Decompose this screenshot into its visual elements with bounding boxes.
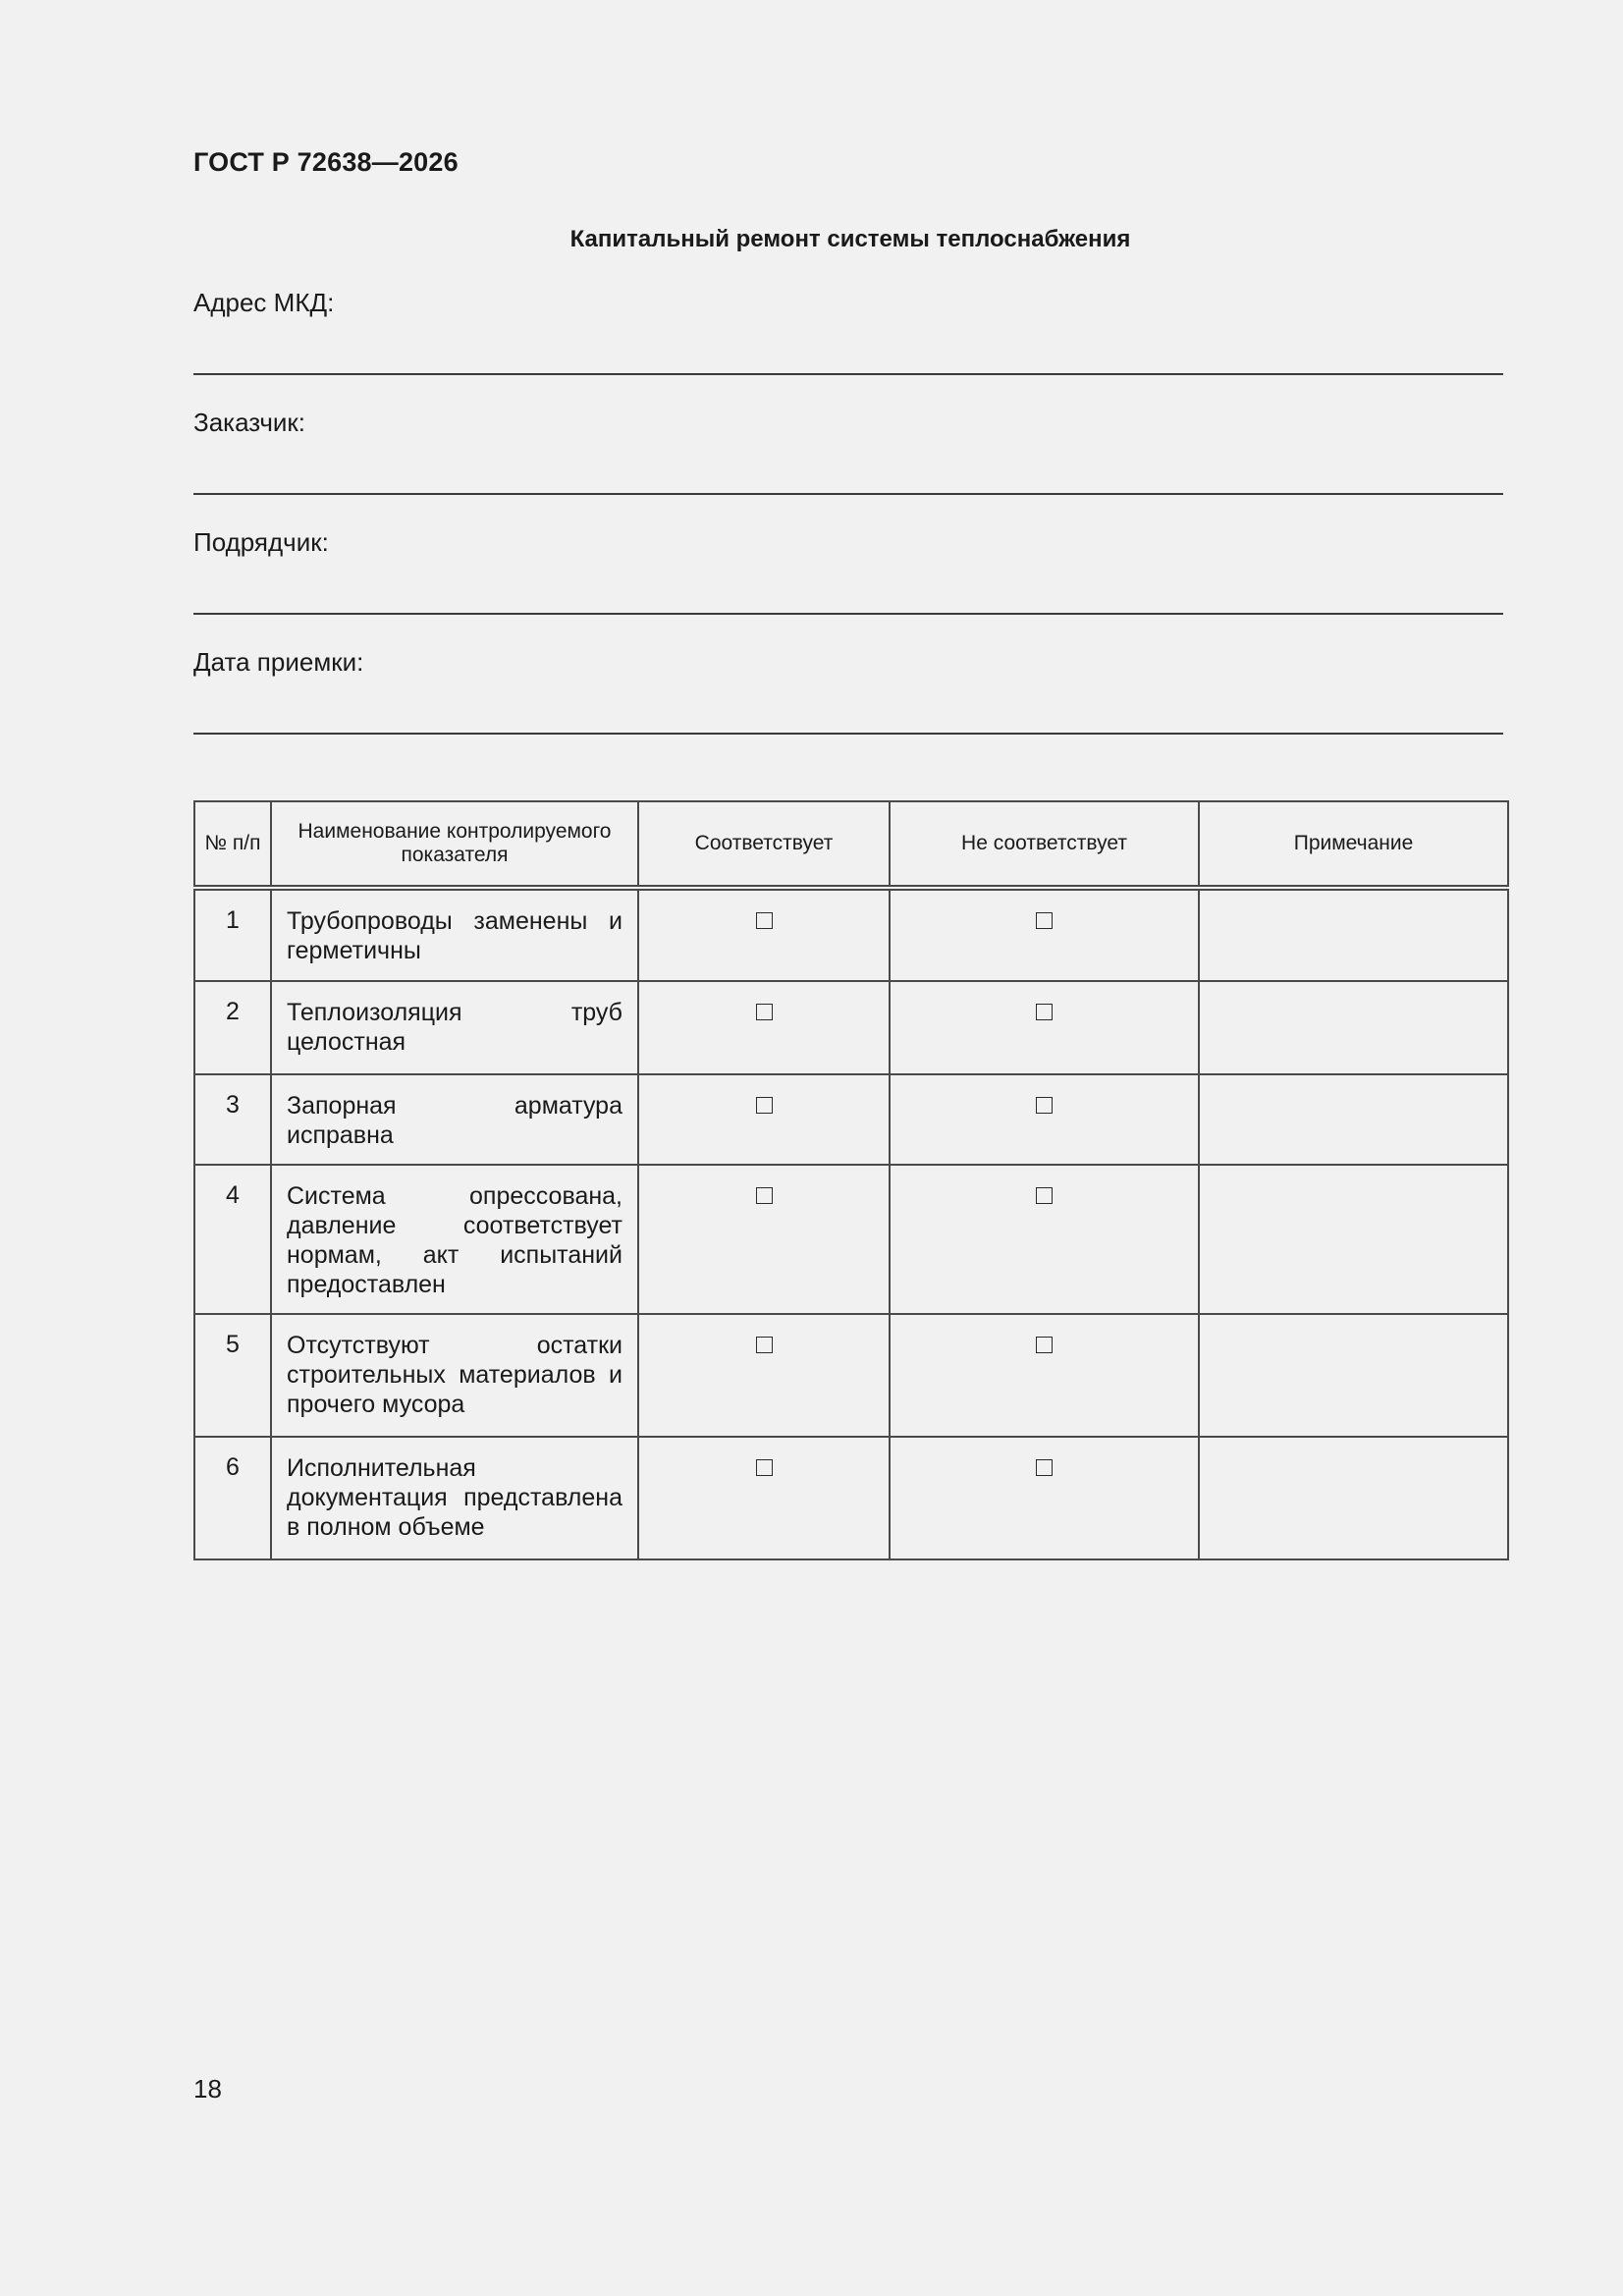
row-number: 1 [194, 888, 271, 981]
row-number: 6 [194, 1437, 271, 1559]
noncompliant-checkbox[interactable] [1036, 1187, 1053, 1204]
compliant-checkbox[interactable] [756, 1187, 773, 1204]
compliant-cell [638, 888, 890, 981]
noncompliant-checkbox[interactable] [1036, 1097, 1053, 1114]
table-header-row [194, 801, 1508, 888]
noncompliant-cell [890, 1165, 1199, 1314]
note-cell[interactable] [1199, 1165, 1508, 1314]
note-cell[interactable] [1199, 1437, 1508, 1559]
compliant-checkbox[interactable] [756, 1097, 773, 1114]
noncompliant-checkbox[interactable] [1036, 1004, 1053, 1020]
row-number: 4 [194, 1165, 271, 1314]
noncompliant-cell [890, 888, 1199, 981]
column-header-number: № п/п [194, 801, 271, 888]
table-row [194, 888, 1508, 981]
table-row [194, 981, 1508, 1074]
field-line-acceptance-date[interactable] [193, 733, 1503, 735]
compliant-checkbox[interactable] [756, 1337, 773, 1353]
table-row [194, 1437, 1508, 1559]
form-title: Капитальный ремонт системы теплоснабжения [569, 226, 1131, 252]
noncompliant-cell [890, 1314, 1199, 1437]
field-line-contractor[interactable] [193, 613, 1503, 615]
indicator-name: Исполнительная документация представлена в полном объеме [271, 1437, 638, 1559]
compliant-cell [638, 1165, 890, 1314]
column-header-compliant: Соответствует [638, 801, 890, 888]
indicator-name: Система опрессована, давление соответствует нормам, акт испытаний предоставлен [271, 1165, 638, 1314]
table-row [194, 1074, 1508, 1165]
indicator-name: Отсутствуют остатки строительных материалов и прочего мусора [271, 1314, 638, 1437]
checklist-table [193, 800, 1509, 1560]
noncompliant-checkbox[interactable] [1036, 1459, 1053, 1476]
field-label-customer: Заказчик: [193, 408, 306, 437]
noncompliant-checkbox[interactable] [1036, 912, 1053, 929]
compliant-cell [638, 1314, 890, 1437]
compliant-checkbox[interactable] [756, 1459, 773, 1476]
compliant-cell [638, 981, 890, 1074]
page-number: 18 [193, 2074, 222, 2104]
indicator-name: Теплоизоляция труб целостная [271, 981, 638, 1074]
row-number: 2 [194, 981, 271, 1074]
note-cell[interactable] [1199, 1314, 1508, 1437]
field-label-acceptance-date: Дата приемки: [193, 647, 364, 677]
compliant-cell [638, 1074, 890, 1165]
field-label-contractor: Подрядчик: [193, 527, 329, 557]
indicator-name: Трубопроводы заменены и герметичны [271, 888, 638, 981]
note-cell[interactable] [1199, 888, 1508, 981]
column-header-noncompliant: Не соответствует [890, 801, 1199, 888]
table-row [194, 1314, 1508, 1437]
field-line-customer[interactable] [193, 493, 1503, 495]
table-row [194, 1165, 1508, 1314]
compliant-checkbox[interactable] [756, 912, 773, 929]
field-label-address: Адрес МКД: [193, 288, 335, 317]
row-number: 5 [194, 1314, 271, 1437]
noncompliant-checkbox[interactable] [1036, 1337, 1053, 1353]
noncompliant-cell [890, 981, 1199, 1074]
compliant-cell [638, 1437, 890, 1559]
noncompliant-cell [890, 1074, 1199, 1165]
column-header-indicator: Наименование контролируемого показателя [271, 801, 638, 888]
note-cell[interactable] [1199, 1074, 1508, 1165]
document-code: ГОСТ Р 72638—2026 [193, 147, 459, 177]
indicator-name: Запорная арматура исправна [271, 1074, 638, 1165]
noncompliant-cell [890, 1437, 1199, 1559]
row-number: 3 [194, 1074, 271, 1165]
column-header-note: Примечание [1199, 801, 1508, 888]
note-cell[interactable] [1199, 981, 1508, 1074]
compliant-checkbox[interactable] [756, 1004, 773, 1020]
field-line-address[interactable] [193, 373, 1503, 375]
